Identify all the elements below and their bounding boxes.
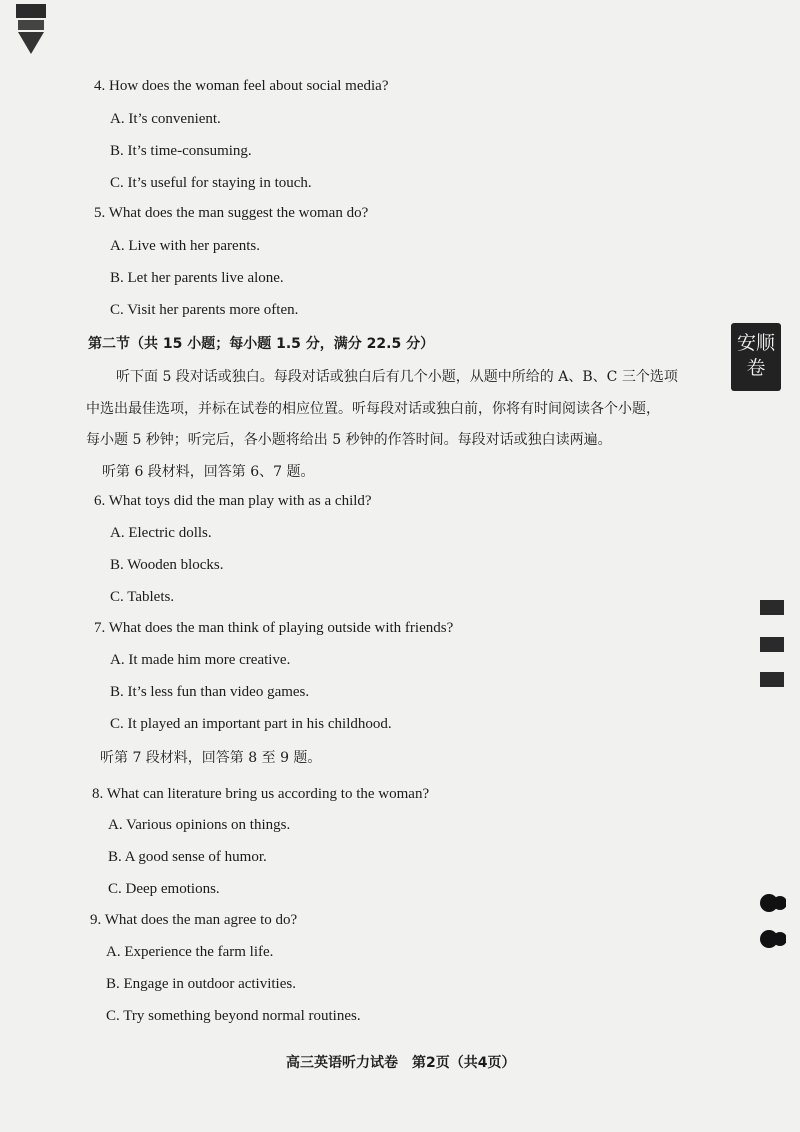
option-8b: B. A good sense of humor. [108,849,267,865]
question-5: 5. What does the man suggest the woman do? [94,205,369,221]
page-footer: 高三英语听力试卷 第2页（共4页） [286,1055,516,1071]
instructions-line-3: 每小题 5 秒钟；听完后，各小题将给出 5 秒钟的作答时间。每段对话或独白读两遍。 [86,432,612,448]
timing-mark [760,637,784,652]
option-8a: A. Various opinions on things. [108,817,291,833]
question-6: 6. What toys did the man play with as a child? [94,493,372,509]
side-tab-label [731,323,781,391]
side-tab-line-2: 卷 [746,357,766,379]
option-7a: A. It made him more creative. [110,652,291,668]
timing-mark [760,672,784,687]
option-5b: B. Let her parents live alone. [110,270,284,286]
option-6c: C. Tablets. [110,589,175,605]
question-8: 8. What can literature bring us according to the woman? [92,786,430,802]
timing-mark [760,600,784,615]
instructions-line-2: 中选出最佳选项，并标在试卷的相应位置。听每段对话或独白前，你将有时间阅读各个小题， [86,401,660,417]
corner-binding-mark [14,0,48,56]
scan-mark-icon [760,928,786,950]
option-9a: A. Experience the farm life. [106,944,274,960]
part7-cue: 听第 7 段材料，回答第 8 至 9 题。 [100,750,322,766]
side-tab-line-1: 安顺 [736,332,775,354]
scan-mark-icon [760,892,786,914]
question-7: 7. What does the man think of playing outside with friends? [94,620,454,636]
instructions-line-1: 听下面 5 段对话或独白。每段对话或独白后有几个小题，从题中所给的 A、B、C 三个选项 [116,369,678,385]
option-9c: C. Try something beyond normal routines. [106,1008,361,1024]
part6-cue: 听第 6 段材料，回答第 6、7 题。 [102,464,315,480]
option-5a: A. Live with her parents. [110,238,260,254]
option-4c: C. It’s useful for staying in touch. [110,175,312,191]
question-4: 4. How does the woman feel about social media? [94,78,389,94]
option-5c: C. Visit her parents more often. [110,302,299,318]
option-4a: A. It’s convenient. [110,111,221,127]
option-6b: B. Wooden blocks. [110,557,224,573]
option-8c: C. Deep emotions. [108,881,220,897]
section-title: 第二节（共 15 小题；每小题 1.5 分，满分 22.5 分） [88,336,435,352]
option-4b: B. It’s time-consuming. [110,143,252,159]
option-6a: A. Electric dolls. [110,525,212,541]
question-9: 9. What does the man agree to do? [90,912,298,928]
option-7c: C. It played an important part in his childhood. [110,716,392,732]
option-7b: B. It’s less fun than video games. [110,684,310,700]
option-9b: B. Engage in outdoor activities. [106,976,296,992]
